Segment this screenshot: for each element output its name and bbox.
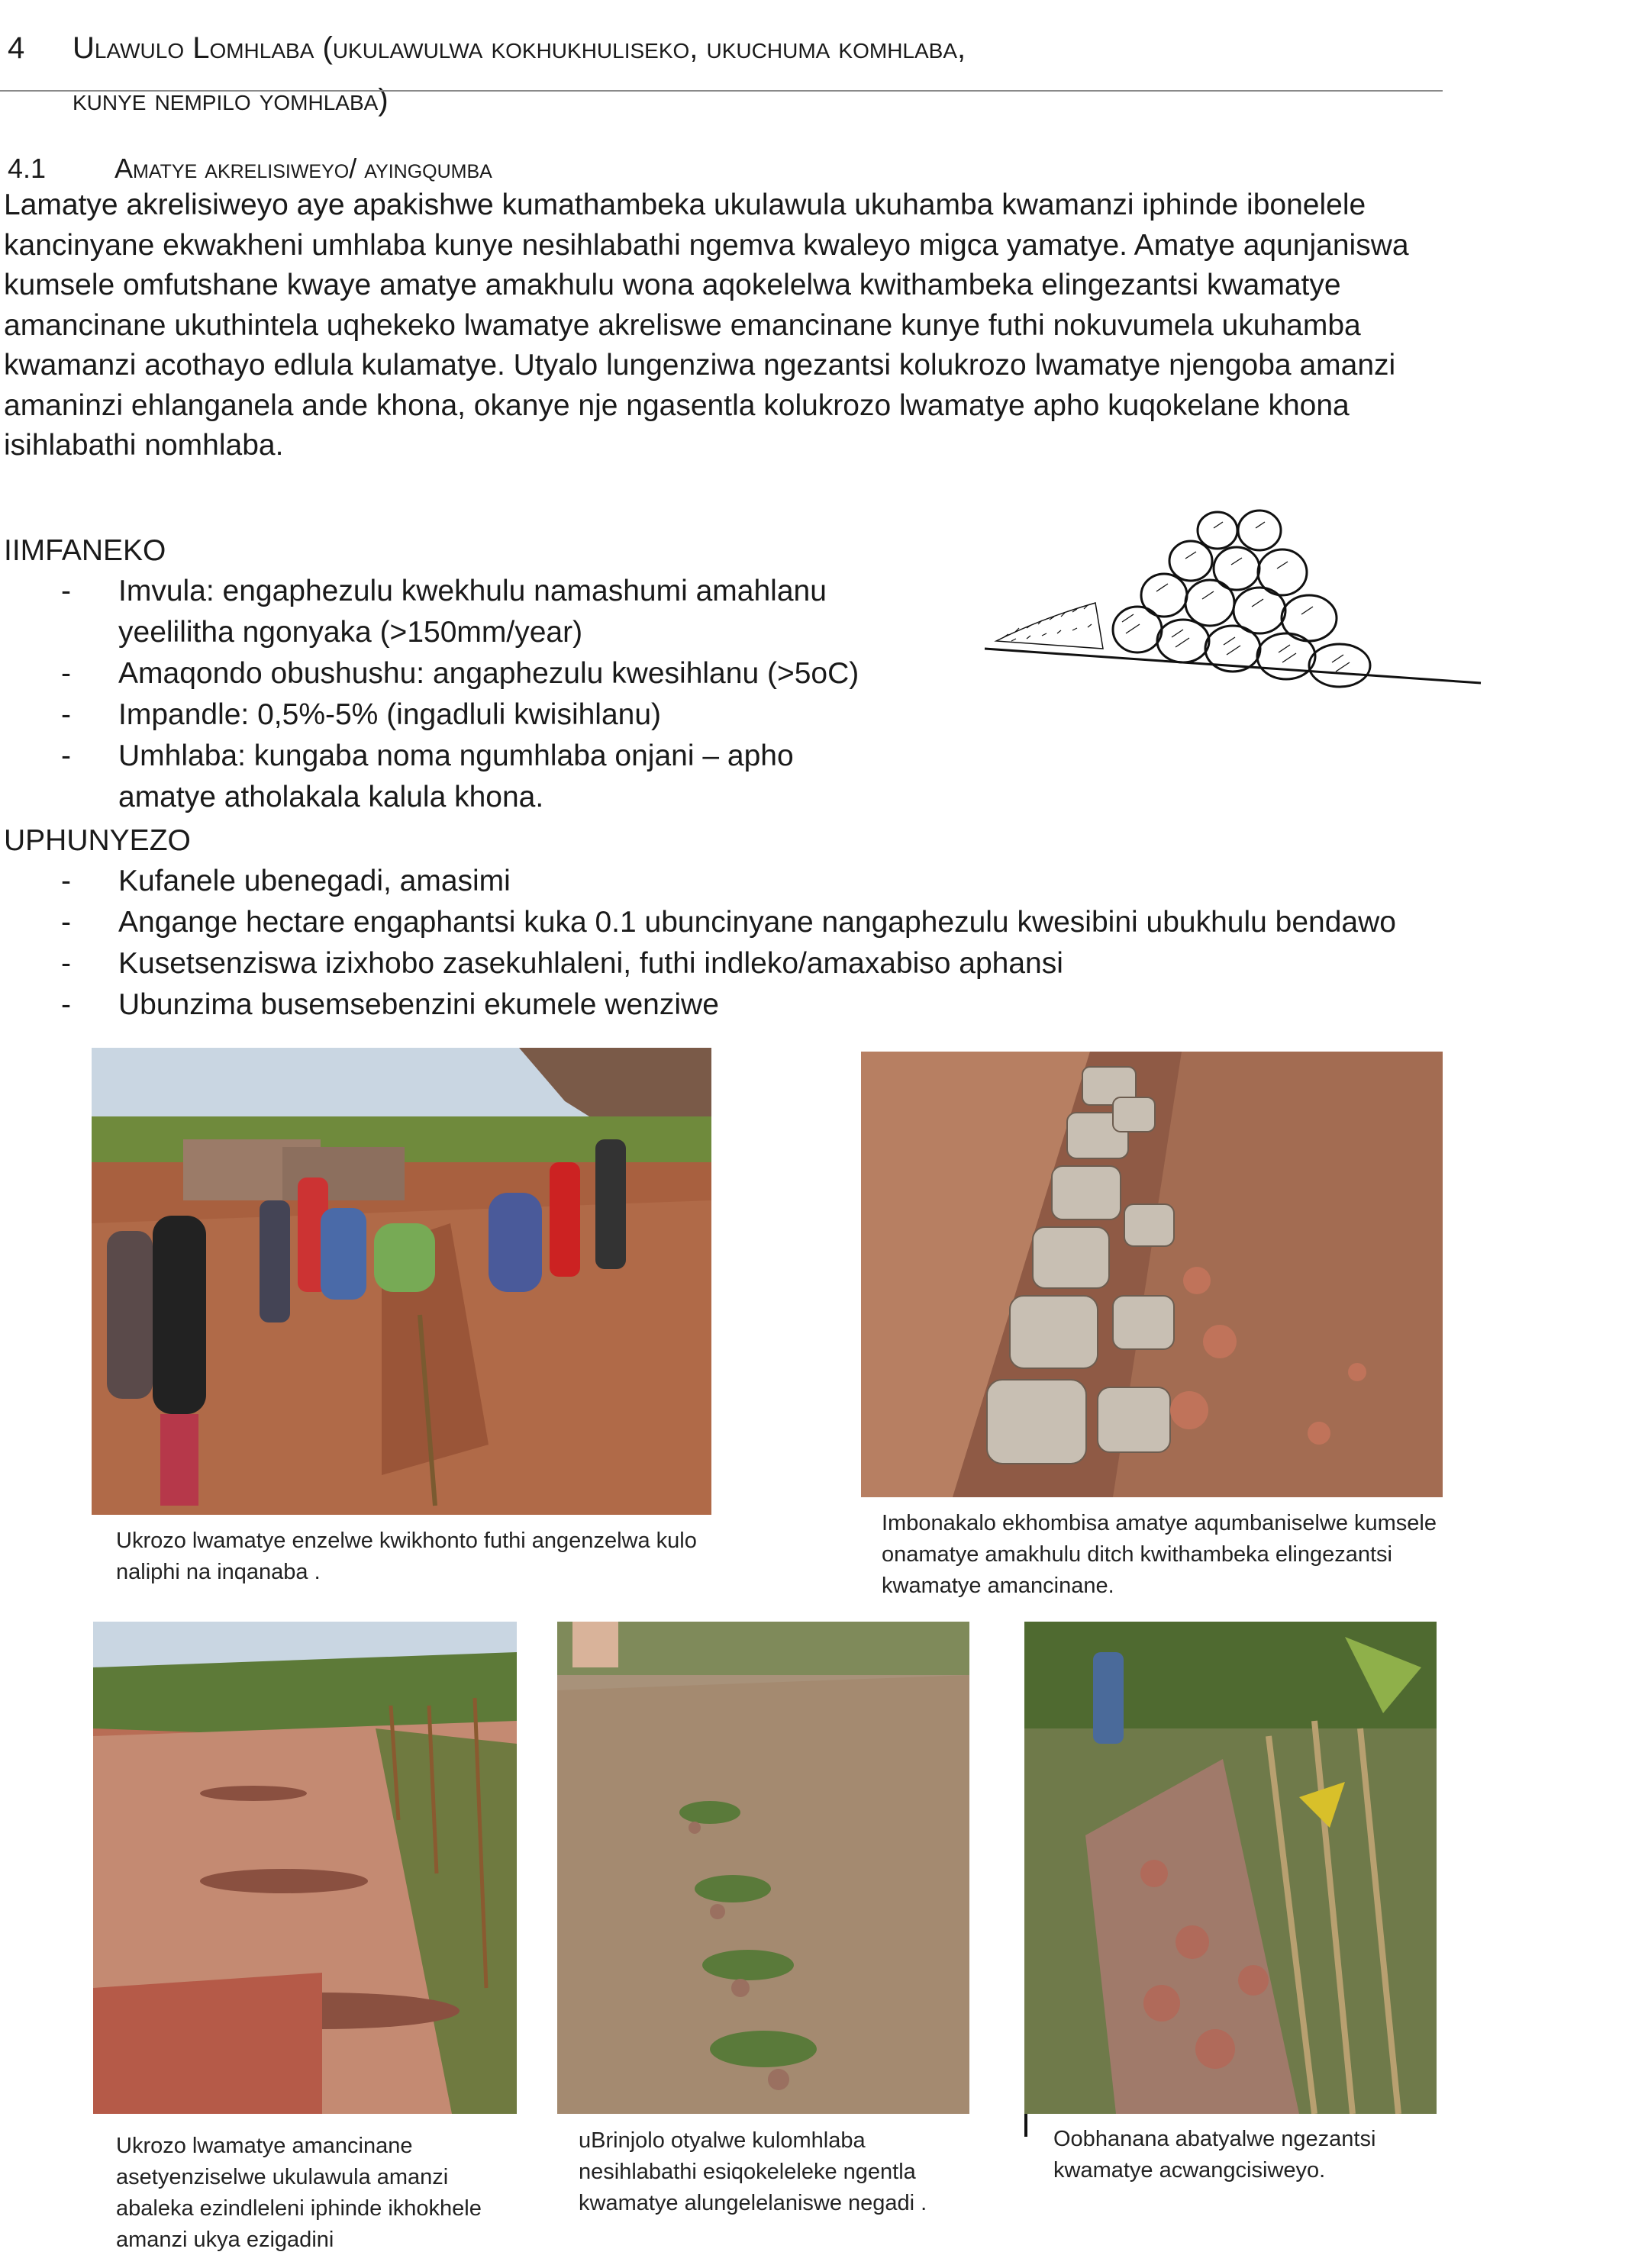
list-item: - Kusetsenziswa izixhobo zasekuhlaleni, futhi indleko/amaxabiso aphansi — [61, 947, 1063, 980]
list-item: - Impandle: 0,5%-5% (ingadluli kwisihlanu) — [61, 698, 662, 731]
photo5-mark — [1024, 2114, 1027, 2137]
scope-label: UPHUNYEZO — [4, 824, 191, 857]
list-item: - Ubunzima busemsebenzini ekumele wenziwe — [61, 988, 719, 1021]
list-item: - Umhlaba: kungaba noma ngumhlaba onjani – apho amatye atholakala kalula khona. — [61, 739, 794, 813]
stone-bund-diagram — [981, 488, 1485, 706]
section-title-line2: kunye nempilo yomhlaba) — [73, 82, 389, 117]
section-title: Ulawulo Lomhlaba (ukulawulwa kokhukhuliseko, ukuchuma komhlaba, — [73, 31, 966, 65]
photo2-caption: Imbonakalo ekhombisa amatye aqumbaniselwe kumsele onamatye amakhulu ditch kwithambeka elingezantsi kwamatye amancinane. — [882, 1511, 1437, 1598]
photo5-caption: Oobhanana abatyalwe ngezantsi kwamatye acwangcisiweyo. — [1053, 2127, 1376, 2183]
intro-paragraph: Lamatye akrelisiweyo aye apakishwe kumathambeka ukulawula ukuhamba kwamanzi iphinde ibonelele kancinyane ekwakheni umhlaba kunye nesihlabathi ngemva kwaleyo migca yamatye. Amatye aqunjaniswa kumsele omfutshane kwaye amatye amakhulu wona aqokelelwa kwithambeka elingezantsi kwamatye amancinane ukuthintela uqhekeko lwamatye akreliswe emancinane kunye futhi nokuvumela ukuhamba kwamanzi acothayo edlula kulamatye. Utyalo lungenziwa ngezantsi kolukrozo lwamatye njengoba amanzi amaninzi ehlanganela ande khona, okanye nje ngasentla kolukrozo lwamatye apho kuqokelane khona isihlabathi nomhlaba. — [4, 188, 1409, 462]
list-item: - Amaqondo obushushu: angaphezulu kwesihlanu (>5oC) — [61, 657, 859, 690]
requirements-label: IIMFANEKO — [4, 534, 166, 567]
requirements-list — [4, 571, 882, 818]
list-item: - Kufanele ubenegadi, amasimi — [61, 865, 511, 897]
subsection-number: 4.1 — [8, 153, 47, 184]
photo3-caption: Ukrozo lwamatye amancinane asetyenziselwe ukulawula amanzi abaleka ezindleleni iphinde ikhokhele amanzi ukya ezigadini — [116, 2134, 482, 2252]
list-item: - Imvula: engaphezulu kwekhulu namashumi amahlanu yeelilitha ngonyaka (>150mm/year) — [61, 575, 827, 649]
photo-people-digging-trench — [92, 1048, 711, 1515]
heading-divider — [0, 90, 1443, 92]
photo-bananas-below-stones — [1024, 1622, 1437, 2114]
photo1-caption: Ukrozo lwamatye enzelwe kwikhonto futhi angenzelwa kulo naliphi na inqanaba . — [116, 1529, 697, 1584]
section-heading — [8, 22, 1443, 126]
photo-plants-above-stones — [557, 1622, 969, 2114]
subsection-title: Amatye akrelisiweyo/ ayingqumba — [114, 153, 492, 184]
photo-stone-bund-line — [861, 1052, 1443, 1497]
subsection-heading — [8, 150, 492, 188]
list-item: - Angange hectare engaphantsi kuka 0.1 ubuncinyane nangaphezulu kwesibini ubukhulu bendawo — [61, 906, 1396, 939]
section-number: 4 — [8, 31, 25, 65]
photo4-caption: uBrinjolo otyalwe kulomhlaba nesihlabathi esiqokeleleke ngentla kwamatye alungelelaniswe negadi . — [579, 2128, 927, 2215]
requirements-block — [4, 531, 882, 818]
scope-list — [4, 861, 1454, 1026]
scope-block — [4, 821, 1454, 1026]
photo-road-stone-lines — [93, 1622, 517, 2114]
